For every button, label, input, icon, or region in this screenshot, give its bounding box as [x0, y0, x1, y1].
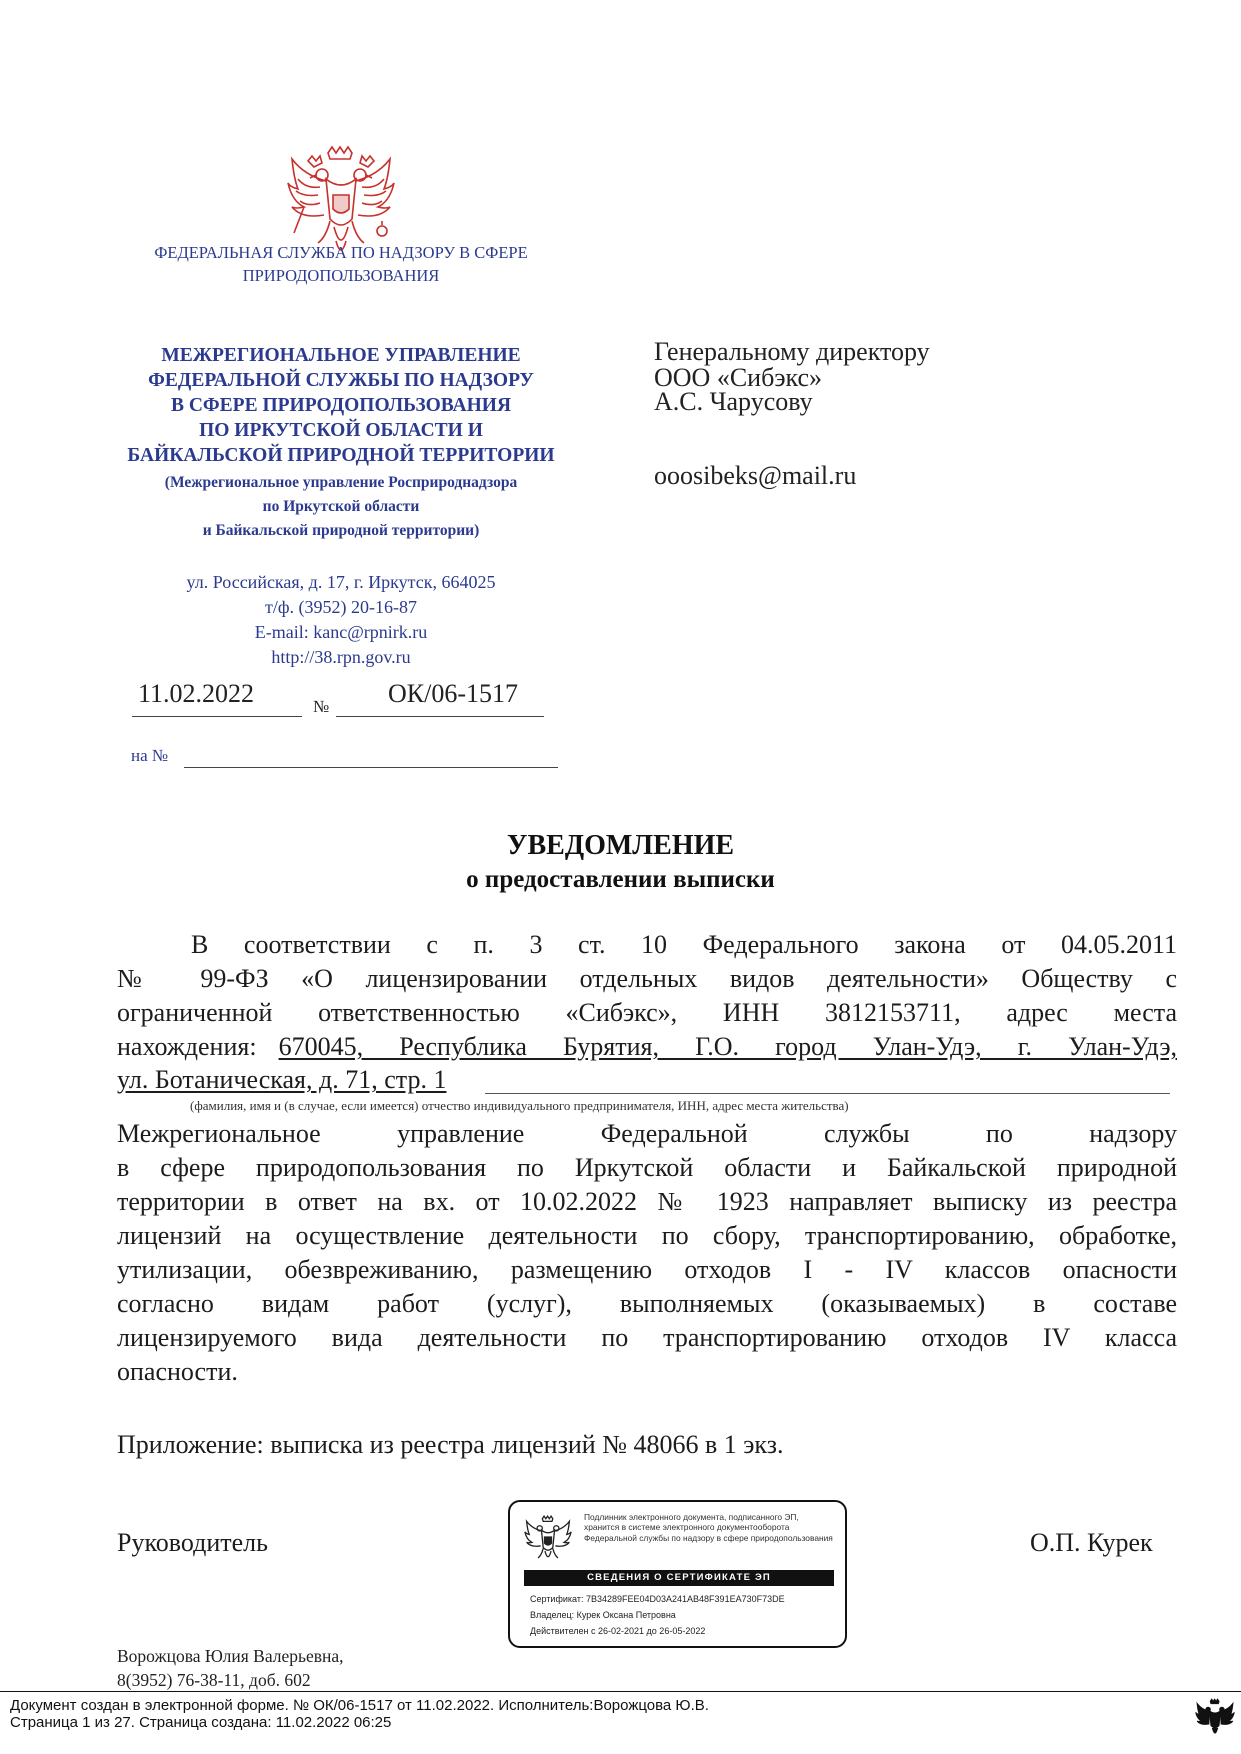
- office-short-name-line-2: по Иркутской области: [262, 498, 420, 515]
- electronic-signature-stamp: [508, 1500, 847, 1648]
- notice-subtitle: о предоставлении выписки: [466, 866, 775, 893]
- addressee-company: ООО «Сибэкс»: [654, 363, 822, 392]
- stamp-validity: Действителен с 26-02-2021 до 26-05-2022: [530, 1626, 706, 1636]
- paragraph-2-line-6: согласно видам работ (услуг), выполняемых (оказываемых) в составе: [117, 1289, 1177, 1318]
- reply-to-label: на №: [131, 746, 169, 765]
- stamp-owner: Владелец: Курек Оксана Петровна: [530, 1610, 676, 1620]
- footer-page-info: Страница 1 из 27. Страница создана: 11.02.2022 06:25: [10, 1714, 392, 1731]
- office-name-line-4: ПО ИРКУТСКОЙ ОБЛАСТИ И: [199, 420, 483, 441]
- paragraph-2-line-2: в сфере природопользования по Иркутской области и Байкальской природной: [117, 1153, 1177, 1182]
- office-name-line-3: В СФЕРЕ ПРИРОДОПОЛЬЗОВАНИЯ: [170, 395, 512, 416]
- reply-number-underline: [184, 767, 558, 768]
- location-underline: [485, 1093, 1170, 1094]
- attachment-note: Приложение: выписка из реестра лицензий № 48066 в 1 экз.: [117, 1430, 784, 1459]
- office-name-line-2: ФЕДЕРАЛЬНОЙ СЛУЖБЫ ПО НАДЗОРУ: [148, 370, 534, 391]
- signatory-name: О.П. Курек: [1030, 1528, 1153, 1557]
- office-phone: т/ф. (3952) 20-16-87: [264, 597, 417, 617]
- paragraph-2-line-5: утилизации, обезвреживанию, размещению отходов I - IV классов опасности: [117, 1255, 1177, 1284]
- office-name-line-5: БАЙКАЛЬСКОЙ ПРИРОДНОЙ ТЕРРИТОРИИ: [127, 445, 555, 466]
- paragraph-1-line-2: № 99-ФЗ «О лицензировании отдельных видов деятельности» Обществу с: [117, 964, 1177, 993]
- office-address: ул. Российская, д. 17, г. Иркутск, 664025: [186, 572, 496, 592]
- paragraph-2-line-4: лицензий на осуществление деятельности по сбору, транспортированию, обработке,: [117, 1221, 1177, 1250]
- office-name-line-1: МЕЖРЕГИОНАЛЬНОЕ УПРАВЛЕНИЕ: [161, 345, 521, 366]
- executor-name: Ворожцова Юлия Валерьевна,: [117, 1646, 344, 1666]
- agency-name-line-1: ФЕДЕРАЛЬНАЯ СЛУЖБА ПО НАДЗОРУ В СФЕРЕ: [154, 243, 528, 262]
- footer-document-info: Документ создан в электронной форме. № ОК/06-1517 от 11.02.2022. Исполнитель:Ворожцова Ю.В.: [10, 1697, 709, 1714]
- paragraph-1-line-5: [117, 1063, 1177, 1097]
- document-number: ОК/06-1517: [388, 679, 518, 708]
- footer-divider: [0, 1691, 1241, 1692]
- paragraph-2-line-3: территории в ответ на вх. от 10.02.2022 № 1923 направляет выписку из реестра: [117, 1187, 1177, 1216]
- document-date: 11.02.2022: [138, 679, 255, 708]
- location-value-continued: ул. Ботаническая, д. 71, стр. 1: [117, 1065, 447, 1094]
- paragraph-2-line-1: Межрегиональное управление Федеральной службы по надзору: [117, 1119, 1177, 1148]
- addressee-name: А.С. Чарусову: [654, 387, 813, 416]
- number-underline: [336, 716, 544, 717]
- location-value: 670045, Республика Бурятия, Г.О. город Улан-Удэ, г. Улан-Удэ,: [278, 1032, 1177, 1061]
- date-underline: [132, 716, 302, 717]
- location-label: нахождения:: [117, 1032, 257, 1061]
- office-website: http://38.rpn.gov.ru: [271, 647, 411, 667]
- stamp-certificate-header: СВЕДЕНИЯ О СЕРТИФИКАТЕ ЭП: [524, 1570, 834, 1586]
- office-email: E-mail: kanc@rpnirk.ru: [254, 622, 428, 642]
- field-caption: (фамилия, имя и (в случае, если имеется) отчество индивидуального предпринимателя, ИНН, адрес места жительства): [190, 1098, 849, 1113]
- paragraph-1-line-3: ограниченной ответственностью «Сибэкс», ИНН 3812153711, адрес места: [117, 998, 1177, 1027]
- number-sign: №: [313, 697, 330, 716]
- stamp-caption: Подлинник электронного документа, подписанного ЭП, хранится в системе электронного документооборота Федеральной службы по надзору в сфере природопользования: [584, 1512, 833, 1543]
- stamp-emblem-icon: [524, 1514, 572, 1568]
- addressee-position: Генеральному директору: [654, 337, 930, 366]
- paragraph-2-line-8: опасности.: [117, 1357, 238, 1386]
- addressee-email: ooosibeks@mail.ru: [654, 461, 857, 490]
- paragraph-2-line-7: лицензируемого вида деятельности по транспортированию отходов IV класса: [117, 1323, 1177, 1352]
- office-short-name-line-3: и Байкальской природной территории): [202, 522, 480, 539]
- office-short-name-line-1: (Межрегиональное управление Росприроднадзора: [164, 474, 518, 491]
- paragraph-1-line-4: [117, 1030, 1177, 1064]
- notice-title: УВЕДОМЛЕНИЕ: [506, 830, 735, 861]
- agency-name-line-2: ПРИРОДОПОЛЬЗОВАНИЯ: [242, 266, 440, 285]
- executor-phone: 8(3952) 76-38-11, доб. 602: [117, 1670, 311, 1690]
- footer-emblem-icon: [1195, 1697, 1235, 1743]
- paragraph-1-line-1: В соответствии с п. 3 ст. 10 Федерального закона от 04.05.2011: [191, 930, 1177, 959]
- signatory-position: Руководитель: [117, 1528, 268, 1557]
- stamp-certificate-id: Сертификат: 7B34289FEE04D03A241AB48F391EA730F73DE: [530, 1594, 785, 1604]
